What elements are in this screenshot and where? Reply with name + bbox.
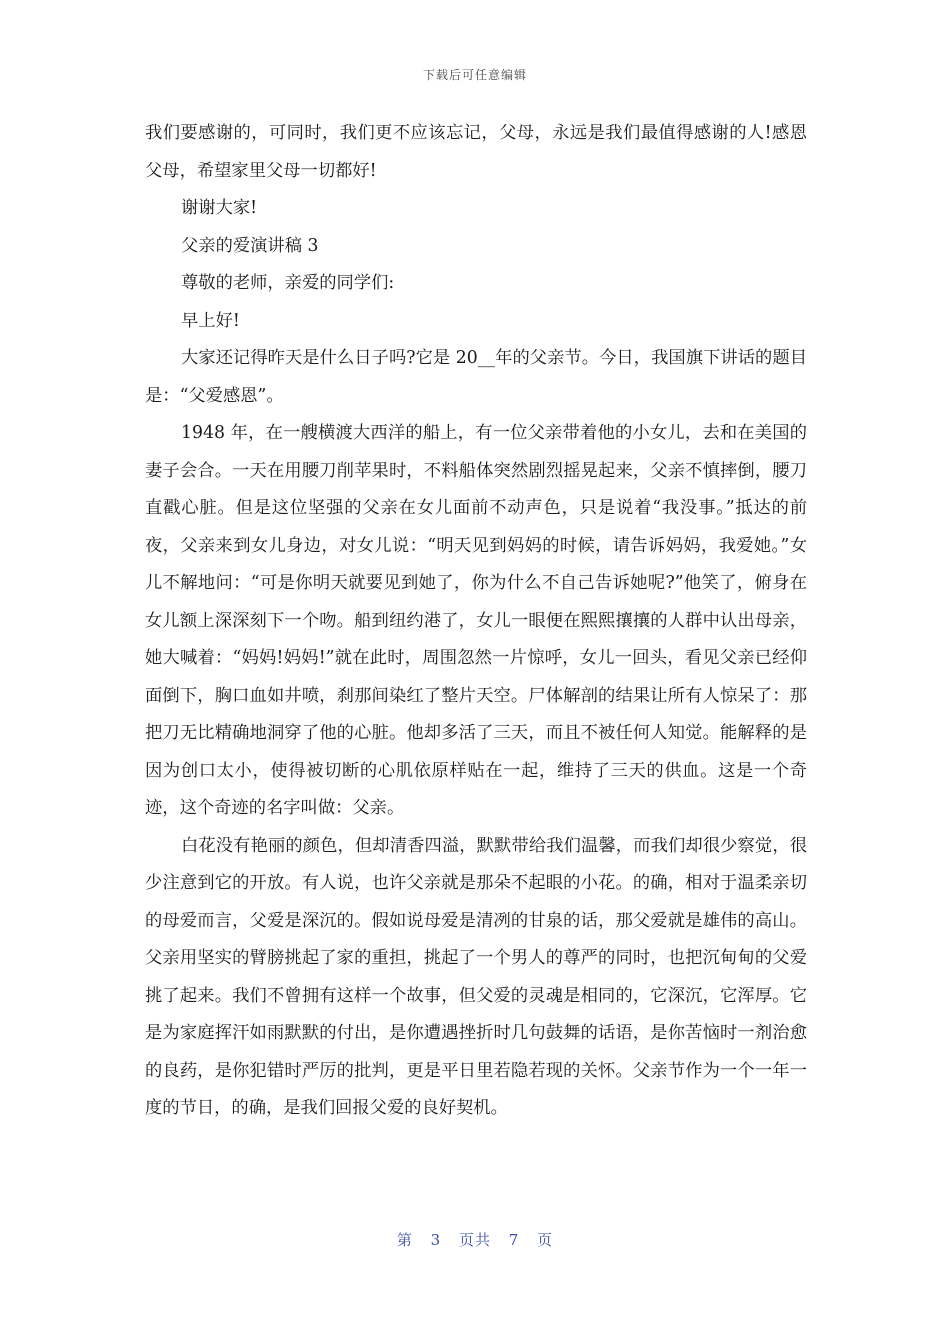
paragraph: 我们要感谢的，可同时，我们更不应该忘记，父母，永远是我们最值得感谢的人!感恩父母，希望家里父母一切都好! [145,123,807,181]
salutation: 尊敬的老师，亲爱的同学们: [181,273,395,293]
paragraph: 大家还记得昨天是什么日子吗?它是 20__年的父亲节。今日，我国旗下讲话的题目是：“父爱感恩”。 [145,348,807,406]
page-footer: 第 3 页共 7 页 [396,1231,554,1249]
page-header: 下载后可任意编辑 [422,68,527,82]
section-title: 父亲的爱演讲稿 3 [181,235,319,256]
greeting: 早上好! [181,310,240,331]
paragraph: 谢谢大家! [181,198,258,218]
paragraph: 白花没有艳丽的颜色，但却清香四溢，默默带给我们温馨，而我们却很少察觉，很少注意到它的开放。有人说，也许父亲就是那朵不起眼的小花。的确，相对于温柔亲切的母爱而言，父爱是深沉的。假如说母爱是清冽的甘泉的话，那父爱就是雄伟的高山。父亲用坚实的臂膀挑起了家的重担，挑起了一个男人的尊严的同时，也把沉甸甸的父爱挑了起来。我们不曾拥有这样一个故事，但父爱的灵魂是相同的，它深沉，它浑厚。它是为家庭挥汗如雨默默的付出，是你遭遇挫折时几句鼓舞的话语，是你苦恼时一剂治愈的良药，是你犯错时严厉的批判，更是平日里若隐若现的关怀。父亲节作为一个一年一度的节日，的确，是我们回报父爱的良好契机。 [145,835,807,1118]
paragraph: 1948 年，在一艘横渡大西洋的船上，有一位父亲带着他的小女儿，去和在美国的妻子会合。一天在用腰刀削苹果时，不料船体突然剧烈摇晃起来，父亲不慎摔倒，腰刀直戳心脏。但是这位坚强的父亲在女儿面前不动声色，只是说着“我没事。”抵达的前夜，父亲来到女儿身边，对女儿说：“明天见到妈妈的时候，请告诉妈妈，我爱她。”女儿不解地问：“可是你明天就要见到她了，你为什么不自己告诉她呢?”他笑了，俯身在女儿额上深深刻下一个吻。船到纽约港了，女儿一眼便在熙熙攘攘的人群中认出母亲，她大喊着：“妈妈!妈妈!”就在此时，周围忽然一片惊呼，女儿一回头，看见父亲已经仰面倒下，胸口血如井喷，刹那间染红了整片天空。尸体解剖的结果让所有人惊呆了：那把刀无比精确地洞穿了他的心脏。他却多活了三天，而且不被任何人知觉。能解释的是因为创口太小，使得被切断的心肌依原样贴在一起，维持了三天的供血。这是一个奇迹，这个奇迹的名字叫做：父亲。 [145,423,807,818]
document-body [145,115,807,1128]
